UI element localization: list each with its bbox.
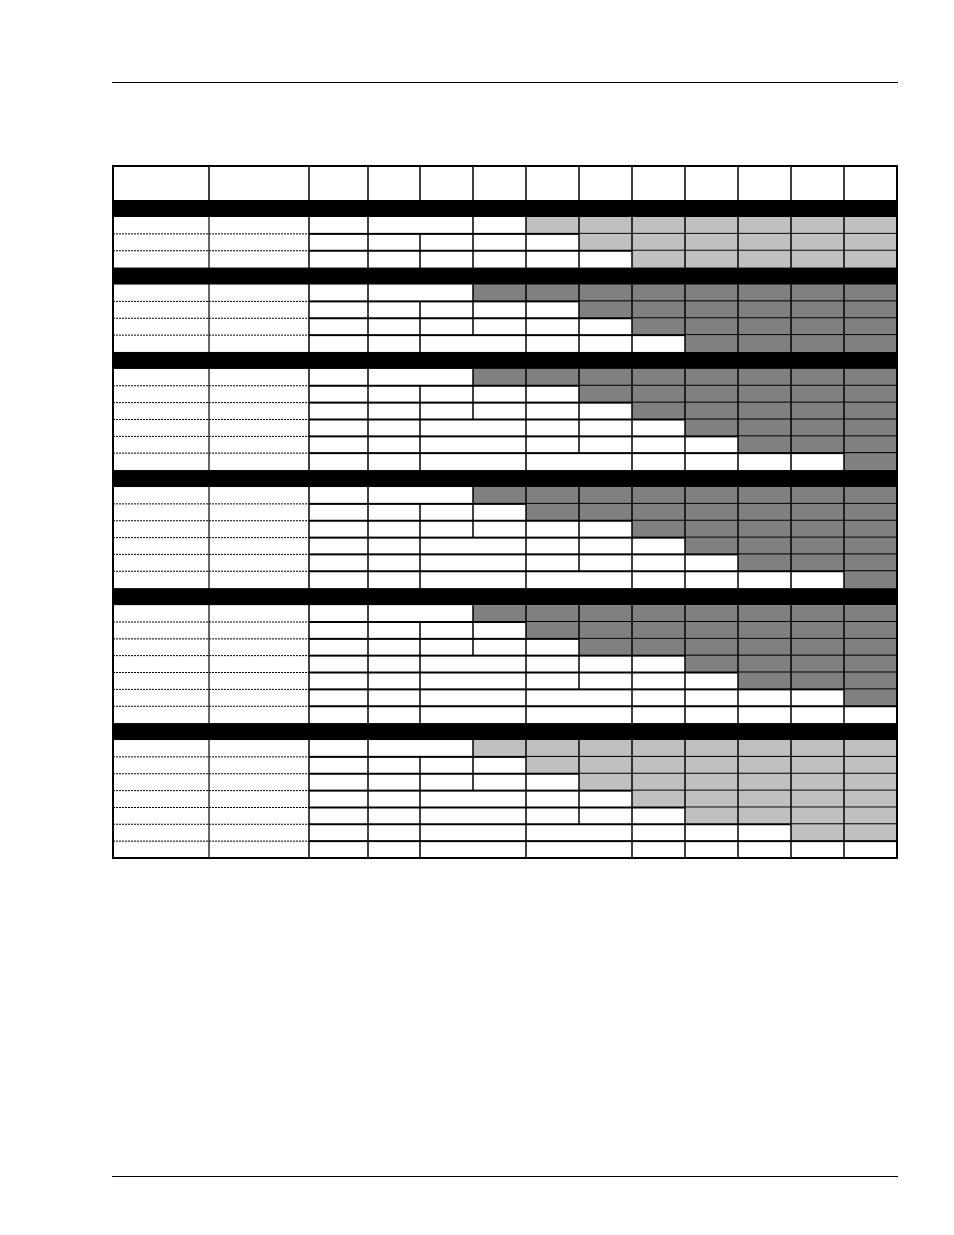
shaded-cell [685,538,738,555]
shaded-cell [632,234,685,251]
shaded-cell [473,487,526,504]
shaded-cell [738,807,791,824]
shaded-cell [791,386,844,403]
shaded-cell [526,285,579,302]
shaded-cell [738,791,791,808]
shaded-cell [738,605,791,622]
shaded-cell [738,504,791,521]
shaded-cell [473,605,526,622]
shaded-cell [685,504,738,521]
shaded-cell [738,369,791,386]
shaded-cell [791,622,844,639]
shaded-cell [791,504,844,521]
shaded-cell [685,639,738,656]
shaded-cell [579,622,632,639]
shaded-cell [738,774,791,791]
shaded-cell [579,774,632,791]
shaded-cell [685,656,738,673]
shaded-cell [579,487,632,504]
shaded-cell [738,301,791,318]
shaded-cell [685,791,738,808]
shaded-cell [685,605,738,622]
shaded-cell [844,251,897,268]
shaded-cell [632,740,685,757]
shaded-cell [844,436,897,453]
shaded-cell [685,251,738,268]
shaded-cell [685,369,738,386]
shaded-cell [738,403,791,420]
shaded-cell [791,436,844,453]
shaded-cell [738,436,791,453]
shaded-cell [844,605,897,622]
shaded-cell [844,234,897,251]
shaded-cell [579,504,632,521]
shaded-cell [791,554,844,571]
shaded-cell [685,403,738,420]
shaded-cell [844,824,897,841]
shaded-cell [844,301,897,318]
shaded-cell [738,217,791,234]
shaded-cell [844,521,897,538]
shaded-cell [685,301,738,318]
section-band-1 [113,200,897,217]
shaded-cell [579,386,632,403]
shaded-cell [738,487,791,504]
shaded-cell [685,757,738,774]
shaded-cell [473,740,526,757]
shaded-cell [738,335,791,352]
shaded-cell [738,673,791,690]
shaded-cell [526,605,579,622]
shaded-cell [685,419,738,436]
shaded-cell [579,285,632,302]
shaded-cell [791,318,844,335]
shaded-cell [632,757,685,774]
shaded-cell [632,774,685,791]
shaded-cell [791,234,844,251]
shaded-cell [844,419,897,436]
shaded-cell [844,757,897,774]
shaded-cell [791,521,844,538]
shaded-cell [632,403,685,420]
shaded-cell [791,369,844,386]
shaded-cell [791,251,844,268]
shaded-cell [738,386,791,403]
section-band-3 [113,352,897,369]
shaded-cell [685,521,738,538]
shaded-cell [526,369,579,386]
shaded-cell [844,285,897,302]
shaded-cell [791,605,844,622]
shaded-cell [685,774,738,791]
shaded-cell [844,689,897,706]
shaded-cell [844,673,897,690]
shaded-cell [791,824,844,841]
shaded-cell [791,774,844,791]
shaded-cell [738,622,791,639]
shaded-cell [844,504,897,521]
shaded-cell [579,639,632,656]
shaded-cell [685,386,738,403]
shaded-cell [844,403,897,420]
shaded-cell [632,605,685,622]
shaded-cell [685,487,738,504]
shaded-cell [738,251,791,268]
shaded-cell [738,419,791,436]
shaded-cell [579,605,632,622]
shaded-cell [844,639,897,656]
shaded-cell [473,369,526,386]
shaded-cell [632,622,685,639]
shaded-cell [738,740,791,757]
shaded-cell [791,217,844,234]
shaded-cell [526,740,579,757]
shaded-cell [791,656,844,673]
shaded-cell [632,318,685,335]
shaded-cell [685,622,738,639]
shaded-cell [685,234,738,251]
shaded-cell [738,318,791,335]
shaded-cell [791,538,844,555]
shaded-cell [526,622,579,639]
shaded-cell [632,487,685,504]
shaded-cell [844,487,897,504]
shaded-cell [791,673,844,690]
shaded-cell [791,301,844,318]
shaded-cell [632,251,685,268]
shaded-cell [791,487,844,504]
shaded-cell [579,234,632,251]
shaded-cell [632,301,685,318]
shaded-cell [685,318,738,335]
shaded-cell [579,217,632,234]
shaded-cell [844,656,897,673]
shaded-cell [844,791,897,808]
shaded-cell [844,807,897,824]
shaded-cell [791,740,844,757]
shaded-cell [526,217,579,234]
shaded-cell [632,521,685,538]
shaded-cell [685,807,738,824]
shaded-cell [579,740,632,757]
shaded-cell [685,740,738,757]
shaded-cell [844,774,897,791]
shaded-cell [738,538,791,555]
shaded-cell [791,791,844,808]
shaded-cell [844,335,897,352]
shaded-cell [791,403,844,420]
shaded-cell [685,217,738,234]
section-band-2 [113,268,897,285]
shaded-cell [844,318,897,335]
shaded-cell [579,301,632,318]
section-band-5 [113,588,897,605]
shaded-cell [844,538,897,555]
shaded-cell [632,217,685,234]
shaded-cell [738,234,791,251]
shaded-cell [632,285,685,302]
shaded-cell [844,386,897,403]
shaded-cell [738,757,791,774]
shaded-cell [791,807,844,824]
footer-rule [112,1176,898,1177]
shaded-cell [738,285,791,302]
shaded-cell [738,639,791,656]
shaded-cell [738,554,791,571]
shaded-cell [791,285,844,302]
shaded-cell [738,521,791,538]
shaded-cell [844,571,897,588]
shaded-cell [632,369,685,386]
shaded-cell [791,757,844,774]
shaded-cell [738,656,791,673]
shaded-cell [685,285,738,302]
shaded-cell [579,369,632,386]
shaded-cell [632,639,685,656]
shaded-cell [844,453,897,470]
section-band-4 [113,470,897,487]
shaded-cell [791,419,844,436]
shaded-cell [685,335,738,352]
shaded-cell [791,335,844,352]
shaded-cell [526,504,579,521]
shaded-cell [844,217,897,234]
shaded-cell [526,487,579,504]
shaded-cell [632,386,685,403]
shaded-cell [844,740,897,757]
shaded-cell [632,504,685,521]
shaded-cell [473,285,526,302]
shaded-cell [844,622,897,639]
shaded-cell [526,757,579,774]
shaded-cell [791,639,844,656]
shaded-cell [579,757,632,774]
shaded-cell [844,554,897,571]
shaded-cell [632,791,685,808]
section-band-6 [113,723,897,740]
shaded-cell [844,369,897,386]
